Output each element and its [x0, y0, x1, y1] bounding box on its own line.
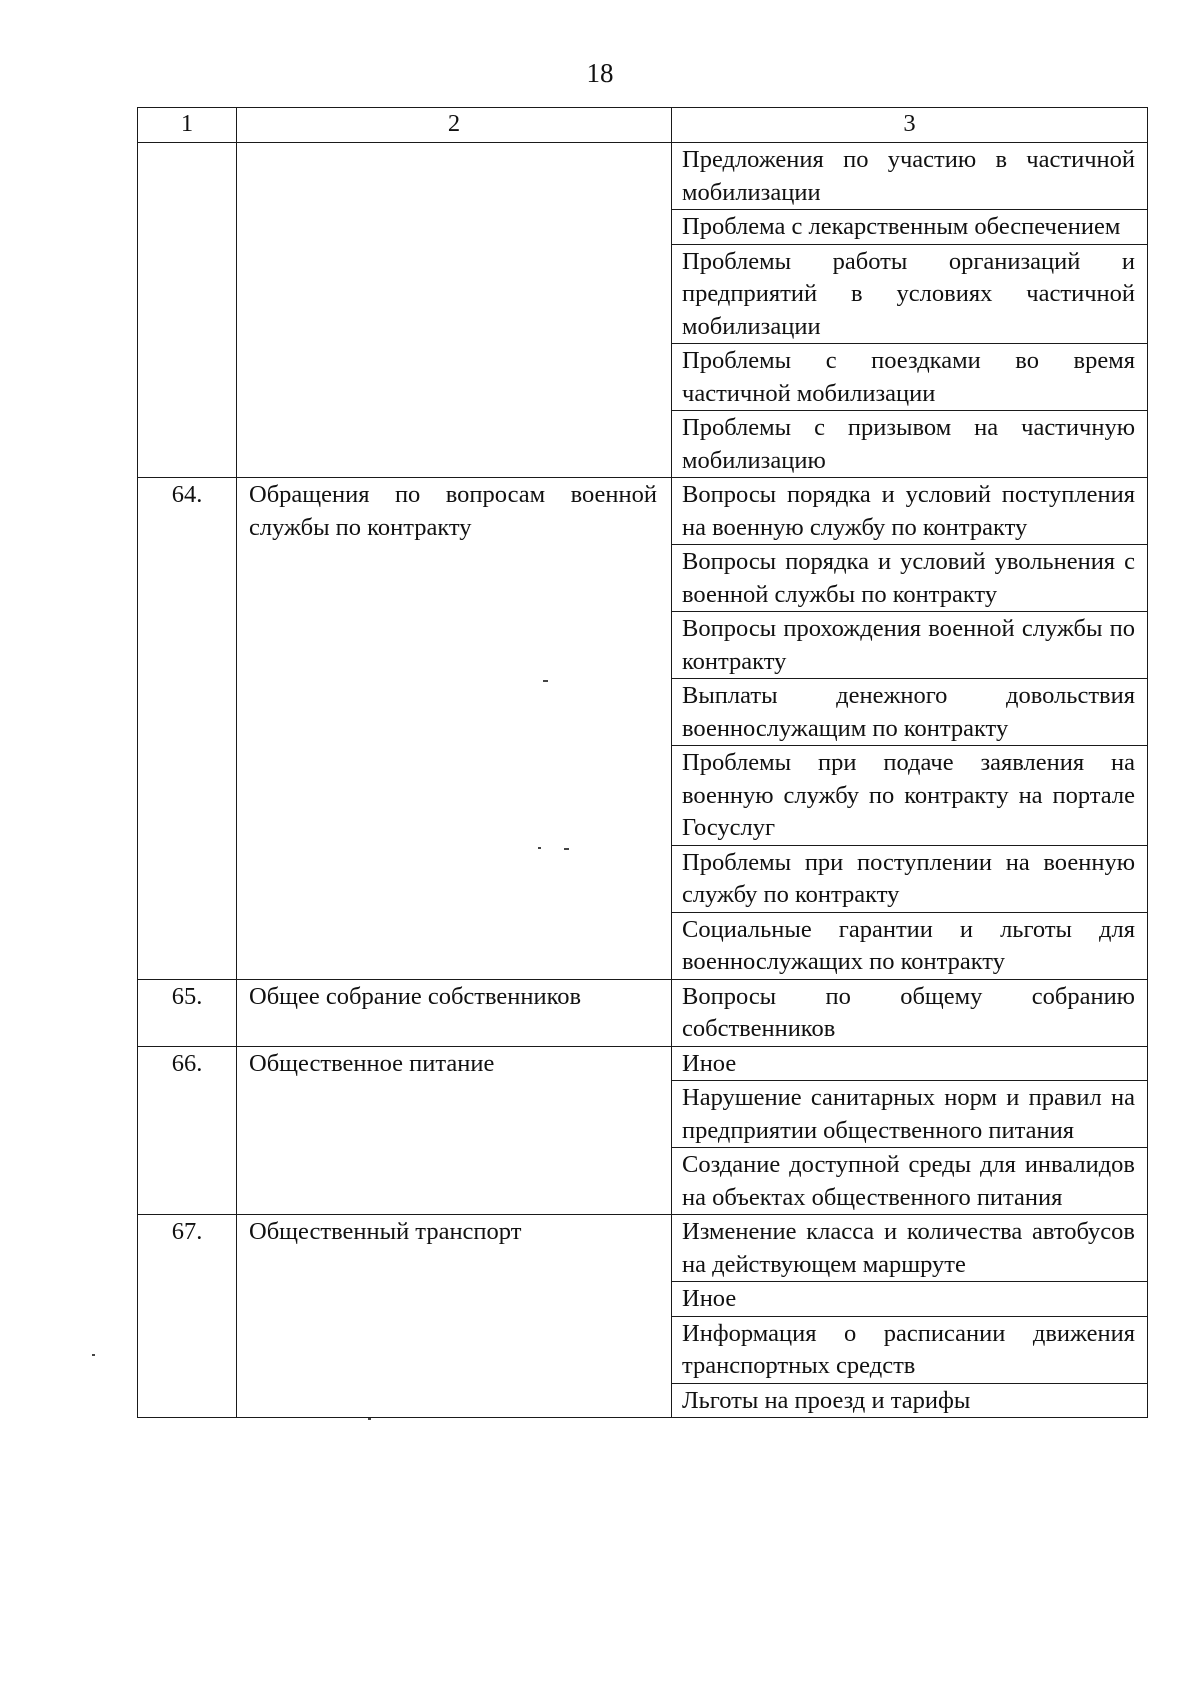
subtopic-cell: Выплаты денежного довольствия военнослужащим по контракту	[672, 679, 1148, 746]
subtopic-cell: Вопросы порядка и условий увольнения с военной службы по контракту	[672, 545, 1148, 612]
subtopic-cell: Изменение класса и количества автобусов на действующем маршруте	[672, 1215, 1148, 1282]
table-row	[138, 979, 1148, 1046]
subtopic-cell: Создание доступной среды для инвалидов на объектах общественного питания	[672, 1148, 1148, 1215]
scan-speck	[543, 680, 548, 682]
subtopic-cell: Вопросы по общему собранию собственников	[672, 979, 1148, 1046]
column-header-3: 3	[672, 108, 1148, 143]
subtopic-cell: Проблемы с призывом на частичную мобилизацию	[672, 411, 1148, 478]
subtopic-cell: Иное	[672, 1046, 1148, 1081]
topic-cell: Общее собрание собственников	[237, 979, 672, 1046]
subtopic-cell: Иное	[672, 1282, 1148, 1317]
subtopic-cell: Нарушение санитарных норм и правил на предприятии общественного питания	[672, 1081, 1148, 1148]
subtopic-cell: Проблемы работы организаций и предприятий в условиях частичной мобилизации	[672, 244, 1148, 344]
topic-cell: Общественный транспорт	[237, 1215, 672, 1418]
subtopic-cell: Проблемы при подаче заявления на военную службу по контракту на портале Госуслуг	[672, 746, 1148, 846]
table-header-row	[138, 108, 1148, 143]
subtopic-cell: Социальные гарантии и льготы для военнослужащих по контракту	[672, 912, 1148, 979]
table-row	[138, 143, 1148, 210]
topic-cell	[237, 143, 672, 478]
topic-cell: Обращения по вопросам военной службы по контракту	[237, 478, 672, 980]
table-row	[138, 478, 1148, 545]
subtopic-cell: Проблемы при поступлении на военную службу по контракту	[672, 845, 1148, 912]
scan-speck	[92, 1354, 95, 1356]
number-cell	[138, 143, 237, 478]
subtopic-cell: Проблема с лекарственным обеспечением	[672, 210, 1148, 245]
subtopic-cell: Предложения по участию в частичной мобилизации	[672, 143, 1148, 210]
number-cell: 67.	[138, 1215, 237, 1418]
number-cell: 66.	[138, 1046, 237, 1215]
subtopic-cell: Проблемы с поездками во время частичной мобилизации	[672, 344, 1148, 411]
scan-speck	[368, 1418, 371, 1420]
subtopic-cell: Вопросы прохождения военной службы по контракту	[672, 612, 1148, 679]
scan-speck	[564, 848, 569, 850]
page-number: 18	[586, 58, 614, 88]
column-header-1: 1	[138, 108, 237, 143]
number-cell: 64.	[138, 478, 237, 980]
table-row	[138, 1215, 1148, 1282]
subtopic-cell: Вопросы порядка и условий поступления на военную службу по контракту	[672, 478, 1148, 545]
classifier-table	[137, 107, 1148, 1418]
number-cell: 65.	[138, 979, 237, 1046]
column-header-2: 2	[237, 108, 672, 143]
subtopic-cell: Информация о расписании движения транспортных средств	[672, 1316, 1148, 1383]
topic-cell: Общественное питание	[237, 1046, 672, 1215]
scan-speck	[538, 847, 541, 849]
subtopic-cell: Льготы на проезд и тарифы	[672, 1383, 1148, 1418]
table-row	[138, 1046, 1148, 1081]
